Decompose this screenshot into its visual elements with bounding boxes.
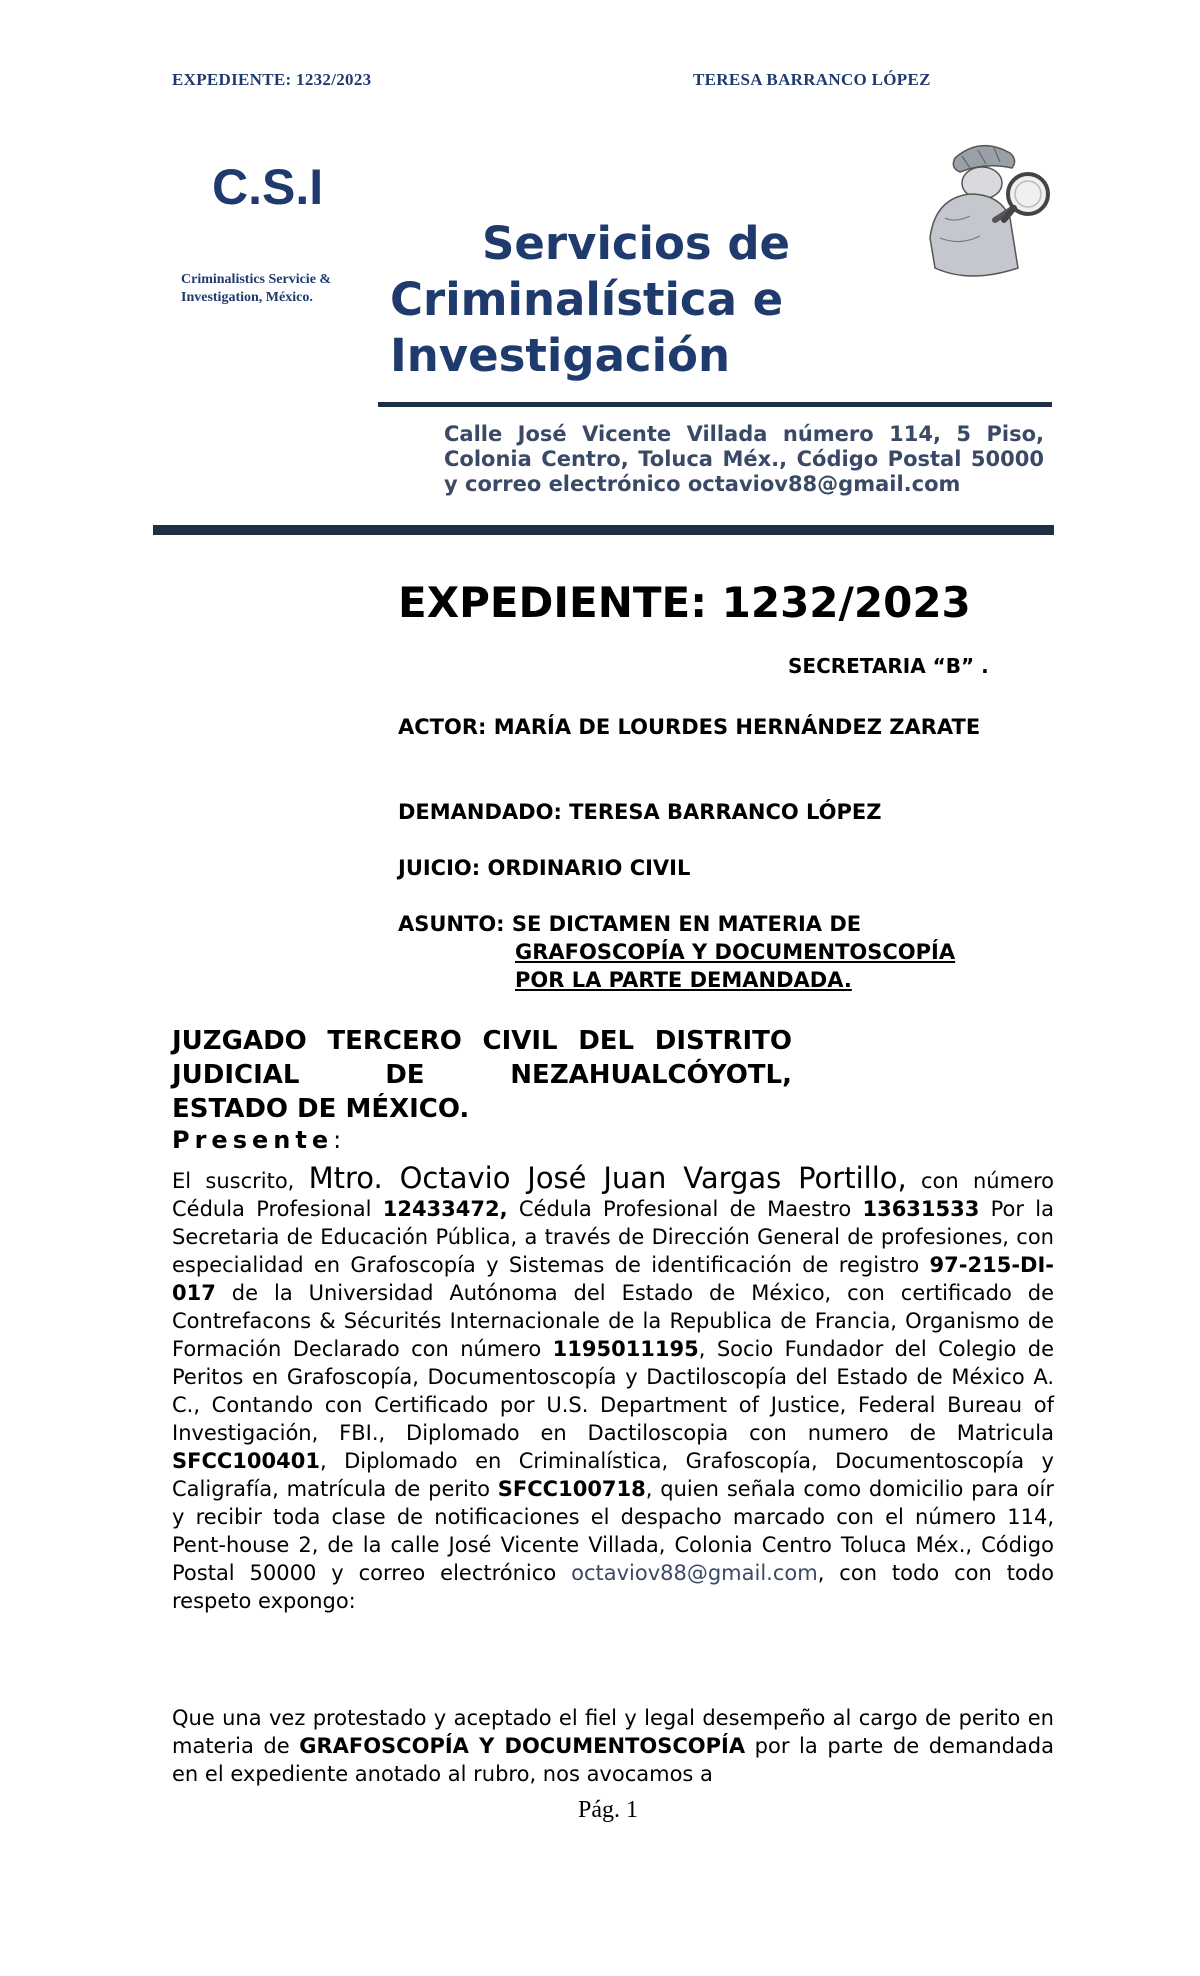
asunto-line-2: GRAFOSCOPÍA Y DOCUMENTOSCOPÍA [515, 940, 956, 964]
juicio-line: JUICIO: ORDINARIO CIVIL [398, 856, 691, 880]
running-header-name: TERESA BARRANCO LÓPEZ [693, 70, 931, 89]
matricula-number: SFCC100401 [172, 1449, 320, 1473]
organismo-number: 1195011195 [552, 1337, 699, 1361]
cedula-number: 12433472, [382, 1197, 508, 1221]
asunto-label: ASUNTO: SE DICTAMEN EN MATERIA DE [398, 912, 862, 936]
actor-line: ACTOR: MARÍA DE LOURDES HERNÁNDEZ ZARATE [398, 715, 981, 739]
page-number: Pág. 1 [578, 1797, 638, 1823]
presente-colon: : [333, 1126, 342, 1154]
asunto-line-3: POR LA PARTE DEMANDADA. [515, 968, 852, 992]
body-text: Por la Secretaria de Educación Pública, a través de Dirección General de profesiones, con especialidad en Grafoscopía y Sistemas de identificación de registro [172, 1197, 1055, 1277]
detective-magnifier-icon [900, 128, 1060, 288]
header-rule-bottom [153, 525, 1054, 535]
body-text: , quien señala como domicilio para oír y recibir toda clase de notificaciones el despacho marcado con el número 114, Pent-house 2, de la calle José Vicente Villada, Colonia Centro Toluca Méx., Código Postal 50000 y correo electrónico [172, 1477, 1054, 1585]
body-paragraph-1 [172, 1161, 1055, 1615]
body-text: por la parte de demandada en el expediente anotado al rubro, nos avocamos a [172, 1734, 1054, 1786]
court-line-2: JUDICIAL DE NEZAHUALCÓYOTL, [172, 1060, 792, 1090]
asunto-block [398, 910, 1048, 994]
company-title-line-3: Investigación [390, 329, 730, 382]
materia-bold: GRAFOSCOPÍA Y DOCUMENTOSCOPÍA [299, 1734, 746, 1758]
running-header-expediente: EXPEDIENTE: 1232/2023 [172, 70, 372, 89]
perito-number: SFCC100718 [497, 1477, 646, 1501]
body-text: de la Universidad Autónoma del Estado de México, con certificado de Contrefacons & Sécurités Internacionale de la Republica de Francia, Organismo de Formación Declarado con número [172, 1281, 1054, 1361]
court-addressee [172, 1024, 792, 1126]
court-line-1: JUZGADO TERCERO CIVIL DEL DISTRITO [172, 1026, 792, 1056]
presente-word: Presente [172, 1126, 334, 1154]
body-text: , con todo con todo respeto expongo: [172, 1561, 1054, 1613]
header-rule-top [378, 402, 1052, 407]
presente-salutation [172, 1126, 341, 1154]
company-title [390, 216, 830, 384]
registro-number: 97-215-DI-017 [172, 1253, 1054, 1305]
body-text: con número Cédula Profesional [172, 1169, 1055, 1221]
csi-logo: C.S.I [212, 159, 324, 215]
body-text: Cédula Profesional de Maestro [507, 1197, 863, 1221]
body-text: , Socio Fundador del Colegio de Peritos en Grafoscopía, Documentoscopía y Dactiloscopía del Estado de México A. C., Contando con Certificado por U.S. Department of Justice, Federal Bureau of Investigación, FBI., Diplomado en Dactiloscopia con numero de Matricula [172, 1337, 1054, 1445]
logo-subtitle: Criminalistics Servicie & Investigation, México. [181, 272, 332, 305]
company-title-line-1: Servicios de [482, 217, 791, 270]
body-text: El suscrito, [172, 1169, 309, 1193]
expediente-title: EXPEDIENTE: 1232/2023 [398, 578, 971, 627]
author-name: Mtro. Octavio José Juan Vargas Portillo, [308, 1161, 907, 1195]
demandado-line: DEMANDADO: TERESA BARRANCO LÓPEZ [398, 800, 882, 824]
body-text: , Diplomado en Criminalística, Grafoscopía, Documentoscopía y Caligrafía, matrícula de perito [172, 1449, 1054, 1501]
secretaria-label: SECRETARIA “B” . [788, 654, 989, 678]
email-link[interactable]: octaviov88@gmail.com [571, 1561, 818, 1585]
court-line-3: ESTADO DE MÉXICO. [172, 1094, 470, 1124]
company-address: Calle José Vicente Villada número 114, 5 Piso, Colonia Centro, Toluca Méx., Código Postal 50000 y correo electrónico octaviov88@gmail.com [444, 422, 1044, 496]
body-paragraph-2 [172, 1704, 1054, 1788]
company-title-line-2: Criminalística e [390, 273, 784, 326]
maestro-cedula-number: 13631533 [862, 1197, 980, 1221]
body-text: Que una vez protestado y aceptado el fiel y legal desempeño al cargo de perito en materia de [172, 1706, 1054, 1758]
